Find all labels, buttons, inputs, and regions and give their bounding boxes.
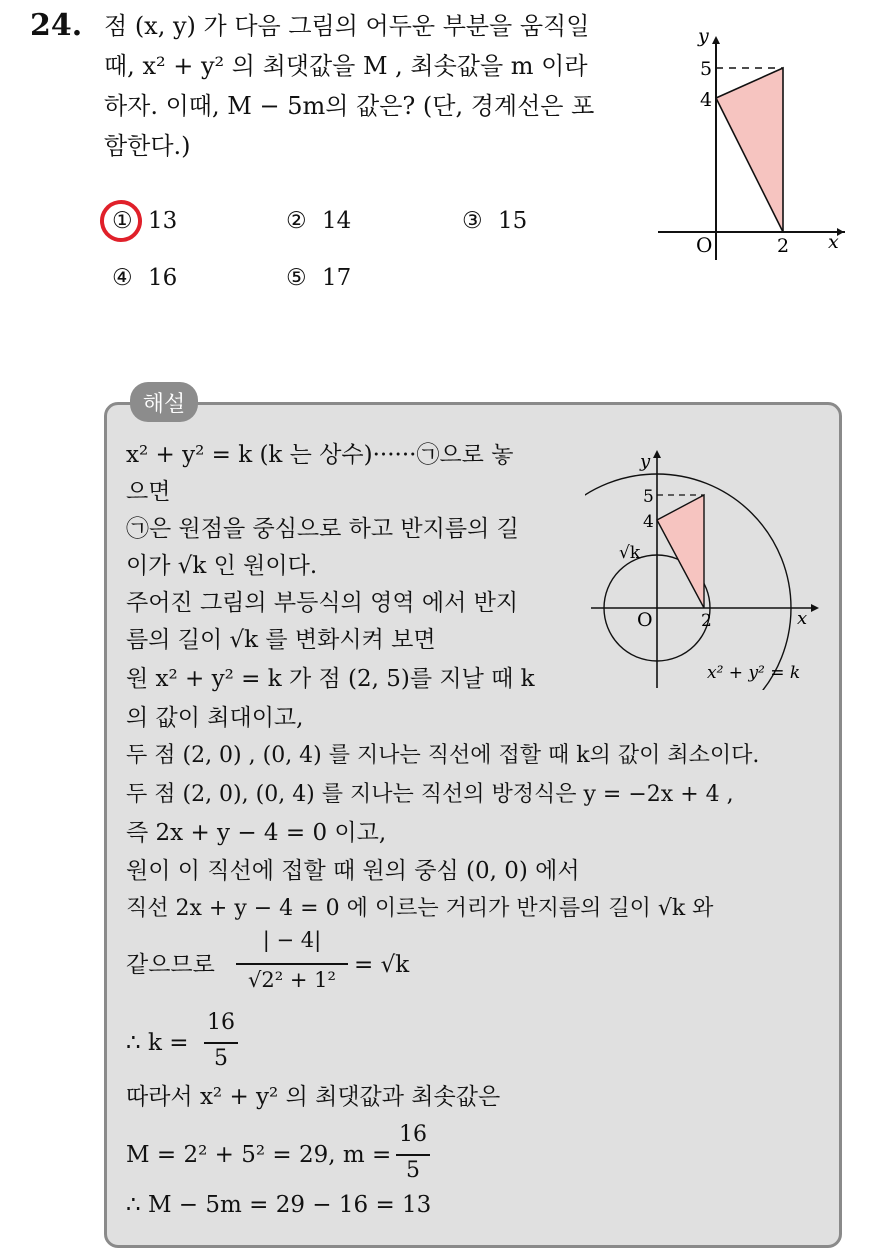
solution-line-9: 두 점 (2, 0) , (0, 4) 를 지나는 직선에 접할 때 k의 값이 최소이다.: [126, 743, 760, 768]
solution-line-12: 원이 이 직선에 접할 때 원의 중심 (0, 0) 에서: [126, 858, 580, 884]
sqrt-k-label: √k: [619, 543, 641, 563]
choice-2-mark: ②: [286, 208, 307, 234]
solution-line-8: 의 값이 최대이고,: [126, 705, 304, 731]
k-prefix: ∴ k =: [126, 1030, 189, 1056]
y-label: y: [698, 25, 709, 47]
tick-5: 5: [643, 487, 654, 507]
after-k-line: 따라서 x² + y² 의 최댓값과 최솟값은: [126, 1084, 501, 1110]
choice-3-value: 15: [498, 208, 528, 234]
tick-2: 2: [777, 235, 790, 257]
question-line-3: 하자. 이때, M − 5m의 값은? (단, 경계선은 포: [104, 92, 595, 120]
fraction-rhs: = √k: [354, 952, 410, 978]
fraction-numerator: | − 4|: [262, 928, 322, 952]
fraction-prefix: 같으므로: [126, 952, 215, 978]
fraction-bar: [236, 963, 348, 965]
tick-5: 5: [700, 58, 713, 80]
y-axis-arrow: [712, 36, 720, 44]
m-numerator: 16: [399, 1122, 427, 1147]
choice-2-value: 14: [322, 208, 352, 234]
choice-5[interactable]: [286, 265, 351, 291]
choice-2[interactable]: [286, 208, 351, 234]
tick-4: 4: [643, 512, 654, 532]
solution-tag: 해설: [130, 382, 198, 422]
choice-3-mark: ③: [462, 208, 483, 234]
y-label: y: [640, 451, 651, 472]
choice-3[interactable]: [462, 208, 527, 234]
solution-line-3: ㉠은 원점을 중심으로 하고 반지름의 길: [126, 516, 519, 542]
k-denominator: 5: [214, 1046, 228, 1071]
solution-line-10: 두 점 (2, 0), (0, 4) 를 지나는 직선의 방정식은 y = −2x + 4 ,: [126, 782, 734, 807]
choice-5-mark: ⑤: [286, 265, 307, 291]
solution-line-7: 원 x² + y² = k 가 점 (2, 5)를 지날 때 k: [126, 666, 535, 692]
x-label: x: [797, 608, 808, 629]
final-line: ∴ M − 5m = 29 − 16 = 13: [126, 1192, 432, 1218]
x-axis-arrow: [811, 604, 819, 612]
selected-answer-circle: [97, 197, 144, 244]
m-prefix: M = 2² + 5² = 29, m =: [126, 1142, 392, 1168]
solution-line-13: 직선 2x + y − 4 = 0 에 이르는 거리가 반지름의 길이 √k 와: [126, 896, 714, 921]
m-fraction-bar: [396, 1154, 430, 1156]
tick-2: 2: [701, 611, 712, 631]
choice-1-value: 13: [148, 208, 178, 234]
circle-figure: [585, 440, 835, 700]
k-fraction-bar: [204, 1042, 238, 1044]
solution-line-2: 으면: [126, 479, 171, 505]
origin-label: O: [637, 609, 653, 631]
region-figure: [650, 20, 870, 270]
question-line-2: 때, x² + y² 의 최댓값을 M , 최솟값을 m 이라: [104, 52, 588, 80]
shaded-region: [716, 68, 783, 232]
choice-5-value: 17: [322, 265, 352, 291]
y-axis-arrow: [653, 450, 661, 458]
solution-line-1: x² + y² = k (k 는 상수)······㉠으로 놓: [126, 442, 514, 468]
choice-4[interactable]: [112, 265, 177, 291]
k-numerator: 16: [207, 1010, 235, 1035]
m-denominator: 5: [406, 1158, 420, 1183]
origin-label: O: [696, 233, 713, 257]
solution-line-5: 주어진 그림의 부등식의 영역 에서 반지: [126, 590, 519, 616]
x-label: x: [828, 231, 839, 253]
choice-4-value: 16: [148, 265, 178, 291]
fraction-denominator: √2² + 1²: [248, 968, 336, 992]
question-number: 24.: [30, 8, 83, 43]
tick-4: 4: [700, 89, 713, 111]
solution-line-6: 름의 길이 √k 를 변화시켜 보면: [126, 627, 436, 653]
shaded-region: [657, 495, 704, 608]
solution-line-11: 즉 2x + y − 4 = 0 이고,: [126, 820, 387, 846]
question-line-4: 함한다.): [104, 132, 191, 160]
question-line-1: 점 (x, y) 가 다음 그림의 어두운 부분을 움직일: [104, 12, 590, 40]
choice-4-mark: ④: [112, 265, 133, 291]
choice-1-mark: ①: [112, 208, 133, 234]
circle-equation-label: x² + y² = k: [707, 663, 801, 683]
solution-line-4: 이가 √k 인 원이다.: [126, 553, 318, 579]
